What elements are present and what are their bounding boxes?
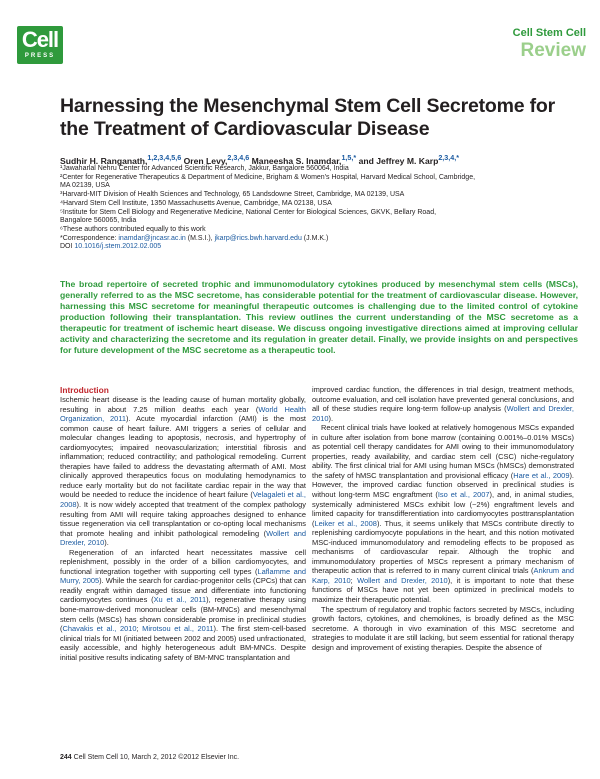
doi-line	[60, 243, 580, 252]
author-name: Sudhir H. Ranganath,	[60, 155, 148, 166]
body-text: ). Thus, it seems unlikely that MSCs contribute directly to replenishing cardiomyocyte populations in the heart, and this notion motivated MSC-induced immunomodulatory and remodeling effects to be proposed as mechanisms of cardiovascular repair. Although the trophic and immunomodulatory properties of MSCs represent a primary mechanism of therapeutic action that is referred to in many current clinical trials (	[312, 518, 574, 576]
body-text: ). However, the improved cardiac function observed in preclinical studies is without long-term MSC engraftment (	[312, 470, 574, 500]
section-heading: Introduction	[60, 385, 109, 395]
body-text: Ischemic heart disease is the leading cause of human mortality globally, resulting in about 7.25 million deaths each year (	[60, 395, 306, 414]
body-text: ).	[104, 538, 109, 548]
citation-link[interactable]: Wollert and Drexler, 2010	[312, 404, 574, 423]
email-link[interactable]: jkarp@rics.bwh.harvard.edu	[214, 234, 302, 242]
article-title: Harnessing the Mesenchymal Stem Cell Secretome for the Treatment of Cardiovascular Disease	[60, 95, 556, 140]
correspondence-line	[60, 235, 580, 244]
author-name: Maneesha S. Inamdar,	[249, 155, 342, 166]
body-text: ), it is important to note that these functions of MSCs have not yet been optimized in preclinical models to maximize their therapeutic potential.	[312, 575, 574, 605]
affiliation-line: ²Center for Regenerative Therapeutics & Department of Medicine, Brigham & Women's Hospital, Harvard Medical School, Cambridge,	[60, 173, 476, 181]
body-text: ;	[136, 624, 143, 634]
paragraph	[312, 605, 574, 653]
citation-link[interactable]: Xu et al., 2011	[153, 595, 207, 605]
citation-link[interactable]: Hare et al., 2009	[513, 470, 570, 480]
citation-link[interactable]: Iso et al., 2007	[437, 490, 490, 500]
doi-link[interactable]: 10.1016/j.stem.2012.02.005	[74, 243, 162, 251]
paragraph	[60, 548, 306, 663]
body-text: The spectrum of regulatory and trophic factors secreted by MSCs, including growth factors, cytokines, and chemokines, is broadly defined as the MSC secretome. A thorough in vivo examination of this MSC secretome and strategies to modulate it are still lacking, but seem essential for rational therapy design and improvement of existing therapies. Despite the absence of	[312, 604, 574, 652]
author-affil-sup[interactable]: 1,2,3,4,5,6	[147, 154, 182, 162]
affiliation-line: ⁵Institute for Stem Cell Biology and Regenerative Medicine, National Center for Biological Sciences, GKVK, Bellary Road,	[60, 208, 437, 216]
affiliation-line: ⁶These authors contributed equally to this work	[60, 225, 206, 233]
right-column	[312, 385, 574, 652]
paragraph	[60, 395, 306, 548]
left-column	[60, 385, 306, 662]
author-name: and Jeffrey M. Karp	[356, 155, 439, 166]
doi-label: DOI	[60, 243, 75, 251]
page-footer	[60, 754, 239, 761]
paragraph	[312, 423, 574, 604]
paragraph	[312, 385, 574, 423]
affiliation-line: MA 02139, USA	[60, 182, 110, 190]
author-affil-sup[interactable]: 2,3,4,6	[227, 154, 250, 162]
citation-link[interactable]: Wollert and Drexler, 2010	[60, 528, 307, 548]
correspondence-initials: (J.M.K.)	[301, 234, 329, 242]
body-text: Recent clinical trials have looked at relatively homogenous MSCs expanded in culture after isolation from bone marrow (containing 0.001%–0.01% MSCs) as potential cell therapy candidates for AMI owing to their immunomodulatory properties, ready availability, and cardiac stem cell (CSC) niche-regulatory ability. The first clinical trial for AMI using human MSCs (hMSCs) demonstrated the safety of hMSC transplantation and provisional efficacy (	[312, 423, 574, 480]
body-text: ). It is now widely accepted that treatment of the complex pathology resulting from AMI will require taking approaches designed to enhance tissue regeneration via cell transplantation or co-opting local mechanisms that promote healing and inhibit pathological remodeling (	[60, 500, 306, 538]
affiliation-line: Bangalore 560065, India	[60, 217, 137, 225]
logo-word: Cell	[21, 27, 59, 52]
affiliation-line: ³Harvard-MIT Division of Health Sciences and Technology, 65 Landsdowne Street, Cambridge, MA 02139, USA	[60, 191, 405, 199]
email-link[interactable]: inamdar@jncasr.ac.in	[118, 234, 186, 242]
page-number: 244	[60, 754, 72, 761]
body-text: Regeneration of an infarcted heart necessitates massive cell replenishment, possibly in the order of a billion cardiomyocytes, and functional integration together with supporting cell types (	[60, 547, 306, 576]
body-text: ). Acute myocardial infarction (AMI) is the most common cause of heart failure. AMI triggers a series of cellular and molecular changes leading to apoptosis, necrosis, and hypertrophy of cardiomyocytes; impaired neovascularization; interstitial fibrosis and inflammation; reduced contractility; and pathological remodeling. Current therapies have failed to address the devastating aftermath of AMI. Most clinically approved therapeutics focus on modulating hemodynamics to reduce early mortality but do not facilitate cardiac repair in the way that would be needed to reduce the incidence of heart failure (	[60, 414, 306, 500]
citation-link[interactable]: Leiker et al., 2008	[314, 518, 377, 528]
cell-press-logo	[17, 26, 63, 64]
citation-link[interactable]: World Health Organization, 2011	[60, 404, 306, 424]
summary-abstract: The broad repertoire of secreted trophic and immunomodulatory cytokines produced by mesenchymal stem cells (MSCs), generally referred to as the MSC secretome, has considerable potential for the treatment of cardiovascular disease. However, harnessing this MSC secretome for meaningful therapeutic outcomes is challenging due to the limited control of cytokine production following their transplantation. This review outlines the current understanding of the MSC secretome as a therapeutic for treatment of ischemic heart disease. We discuss ongoing investigative directions aimed at improving cellular activity and characterizing the secretome and its regulation in greater detail. Finally, we provide insights on and perspectives for future development of the MSC secretome as a therapeutic tool.	[60, 279, 578, 355]
correspondence-initials: (M.S.I.),	[185, 234, 215, 242]
body-text: improved cardiac function, the differences in trial design, treatment methods, outcome evaluation, and cell isolation have prevented general conclusions, and all of these studies require long-term follow-up analysis (	[312, 385, 574, 414]
body-text: ), regenerative therapy using bone-marrow-derived mononuclear cells (BM-MNCs) and mesenchymal stem cells (MSCs) has shown considerable promise in preclinical studies (	[60, 595, 306, 634]
body-text: ). The first stem-cell-based clinical trials for MI (initiated between 2002 and 2005) used unfractionated, easily accessible, and highly heterogeneous adult BM-MNCs. Despite initial positive results indicating safety of BM-MNC transplantation and	[60, 624, 306, 662]
author-affil-sup[interactable]: 1,5,*	[341, 154, 357, 162]
section-label: Review	[520, 40, 586, 61]
correspondence-label: *Correspondence:	[60, 234, 119, 242]
affiliations	[60, 165, 580, 252]
affiliation-line: ¹Jawaharlal Nehru Center for Advanced Scientific Research, Jakkur, Bangalore 560064, India	[60, 165, 349, 172]
citation-link[interactable]: Ankrum and Karp, 2010	[312, 566, 574, 585]
body-text: ;	[350, 575, 358, 585]
footer-citation: Cell Stem Cell 10, March 2, 2012 ©2012 Elsevier Inc.	[71, 754, 240, 761]
citation-link[interactable]: Wollert and Drexler, 2010	[357, 575, 448, 585]
body-text: ), and, in animal studies, systemically administered MSCs exhibit low (~2%) engraftment levels and limited capacity for transdifferentiation into cardiomyocytes posttransplantation (	[312, 490, 574, 528]
affiliation-line: ⁴Harvard Stem Cell Institute, 1350 Massachusetts Avenue, Cambridge, MA 02138, USA	[60, 199, 332, 207]
body-text: ).	[328, 413, 334, 423]
citation-link[interactable]: Laflamme and Murry, 2005	[60, 566, 306, 586]
citation-link[interactable]: Mirotsou et al., 2011	[142, 624, 214, 634]
author-affil-sup[interactable]: 2,3,4,*	[438, 154, 460, 162]
logo-press: PRESS	[24, 53, 56, 59]
citation-link[interactable]: Velagaleti et al., 2008	[60, 490, 306, 510]
journal-name: Cell Stem Cell	[512, 27, 586, 39]
logo-badge	[17, 26, 63, 64]
author-name: Oren Levy,	[181, 155, 228, 166]
body-text: ). While the search for cardiac-progenitor cells (CPCs) that can readily engraft within damaged tissue and differentiate into functioning cardiomyocytes continues (	[60, 576, 306, 605]
citation-link[interactable]: Chavakis et al., 2010	[62, 624, 137, 634]
